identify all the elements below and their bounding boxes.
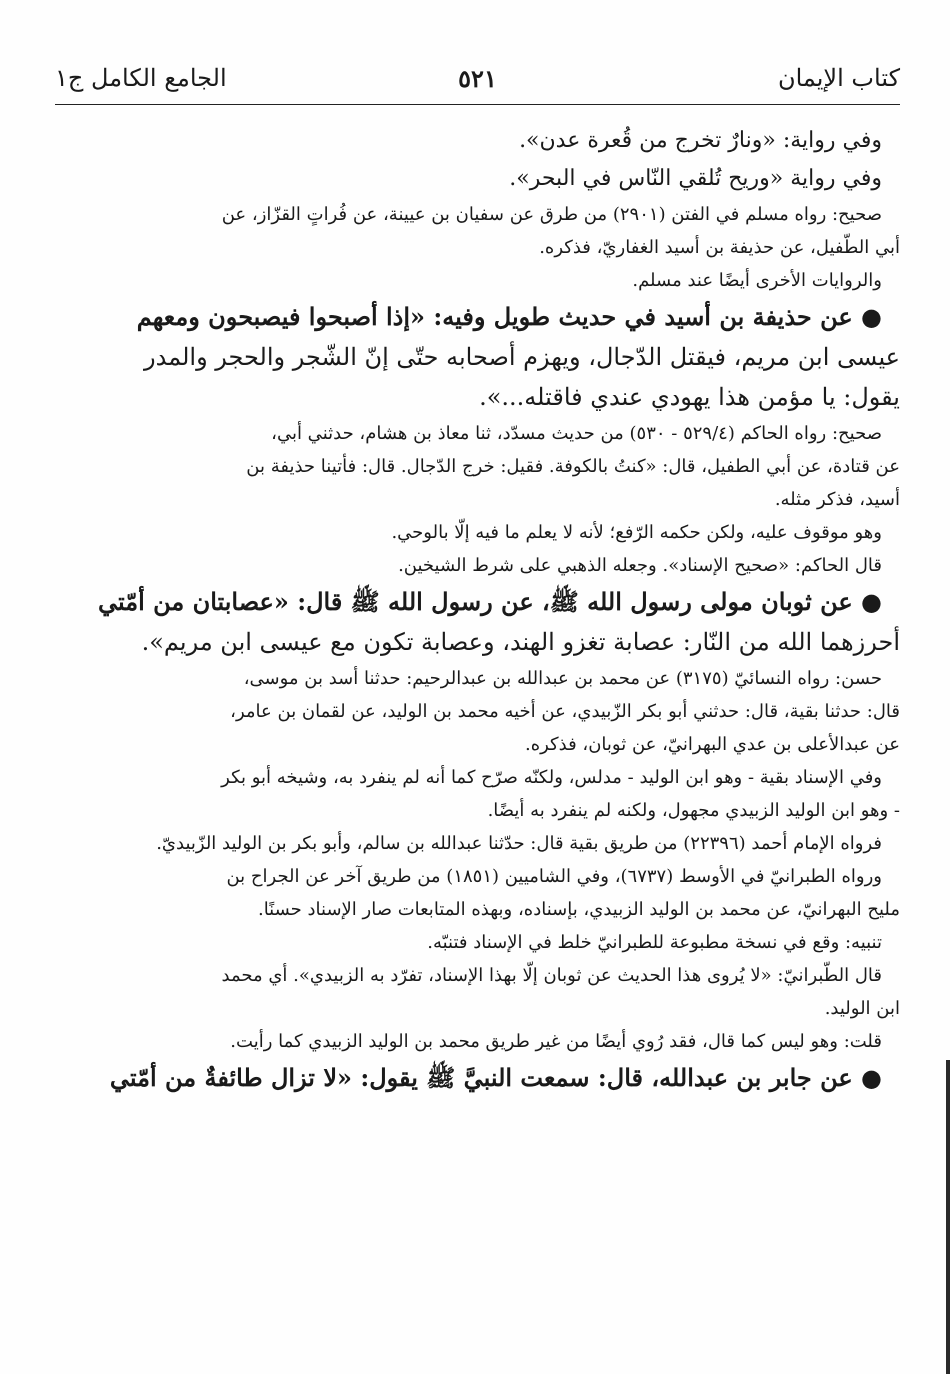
text-line: وهو موقوف عليه، ولكن حكمه الرّفع؛ لأنه لا يعلم ما فيه إلّا بالوحي. [391, 522, 882, 543]
hadith-line: ● عن حذيفة بن أسيد في حديث طويل وفيه: «إذا أصبحوا فيصبحون ومعهم [136, 302, 882, 331]
page-edge-shadow [946, 1060, 950, 1374]
text-line: قال الحاكم: «صحيح الإسناد». وجعله الذهبي على شرط الشيخين. [398, 555, 882, 576]
text-line: عن قتادة، عن أبي الطفيل، قال: «كنتُ بالكوفة. فقيل: خرج الدّجال. قال: فأتينا حذيفة بن [246, 456, 900, 477]
page-number: ٥٢١ [458, 64, 497, 93]
book-title: كتاب الإيمان [777, 64, 900, 92]
text-line: قلت: وهو ليس كما قال، فقد رُوي أيضًا من غير طريق محمد بن الوليد الزبيدي كما رأيت. [230, 1031, 882, 1052]
text-line: صحيح: رواه مسلم في الفتن (٢٩٠١) من طرق عن سفيان بن عيينة، عن فُراتٍ القزّاز، عن [221, 204, 882, 225]
text-line: - وهو ابن الوليد الزبيدي مجهول، ولكنه لم ينفرد به أيضًا. [487, 800, 900, 821]
hadith-line: ● عن ثوبان مولى رسول الله ﷺ، عن رسول الله ﷺ قال: «عصابتان من أمّتي [97, 587, 882, 616]
hadith-line: عيسى ابن مريم، فيقتل الدّجال، ويهزم أصحابه حتّى إنّ الشّجر والحجر والمدر [144, 343, 900, 371]
header-rule [55, 104, 900, 105]
text-line: حسن: رواه النسائيّ (٣١٧٥) عن محمد بن عبدالله بن عبدالرحيم: حدثنا أسد بن موسى، [243, 668, 882, 689]
text-line: قال الطّبرانيّ: «لا يُروى هذا الحديث عن ثوبان إلّا بهذا الإسناد، تفرّد به الزبيدي». أي محمد [221, 965, 882, 986]
text-line: وفي رواية: «ونارٌ تخرج من قُعرة عدن». [519, 128, 882, 153]
text-line: ابن الوليد. [824, 998, 900, 1019]
text-line: تنبيه: وقع في نسخة مطبوعة للطبرانيّ خلط في الإسناد فتنبّه. [427, 932, 882, 953]
text-line: أبي الطّفيل، عن حذيفة بن أسيد الغفاريّ، فذكره. [539, 237, 900, 258]
hadith-line: ● عن جابر بن عبدالله، قال: سمعت النبيَّ ﷺ يقول: «لا تزال طائفةٌ من أمّتي [109, 1063, 882, 1092]
hadith-line: أحرزهما الله من النّار: عصابة تغزو الهند، وعصابة تكون مع عيسى ابن مريم». [141, 628, 900, 656]
work-title: الجامع الكامل ج١ [55, 64, 227, 92]
text-line: قال: حدثنا بقية، قال: حدثني أبو بكر الزّبيدي، عن أخيه محمد بن الوليد، عن لقمان بن عامر، [230, 701, 900, 722]
page-body [55, 122, 900, 1098]
text-line: عن عبدالأعلى بن عدي البهرانيّ، عن ثوبان، فذكره. [524, 734, 900, 755]
text-line: وفي رواية «وريح تُلقي النّاس في البحر». [509, 166, 882, 191]
hadith-line: يقول: يا مؤمن هذا يهودي عندي فاقتله...». [479, 383, 900, 411]
text-line: مليح البهرانيّ، عن محمد بن الوليد الزبيدي، بإسناده، وبهذه المتابعات صار الإسناد حسنًا. [257, 899, 900, 920]
text-line: أسيد، فذكر مثله. [774, 489, 900, 510]
text-line: صحيح: رواه الحاكم (٥٢٩/٤ - ٥٣٠) من حديث مسدّد، ثنا معاذ بن هشام، حدثني أبي، [271, 423, 882, 444]
running-header [55, 60, 900, 100]
text-line: فرواه الإمام أحمد (٢٢٣٩٦) من طريق بقية قال: حدّثنا عبدالله بن سالم، وأبو بكر بن الوليد الزّبيديّ. [156, 833, 882, 854]
text-line: وفي الإسناد بقية - وهو ابن الوليد - مدلس، ولكنّه صرّح كما أنه لم ينفرد به، وشيخه أبو بكر [221, 767, 882, 788]
text-line: ورواه الطبرانيّ في الأوسط (٦٧٣٧)، وفي الشاميين (١٨٥١) من طريق آخر عن الجراح بن [226, 866, 882, 887]
text-line: والروايات الأخرى أيضًا عند مسلم. [632, 270, 882, 291]
